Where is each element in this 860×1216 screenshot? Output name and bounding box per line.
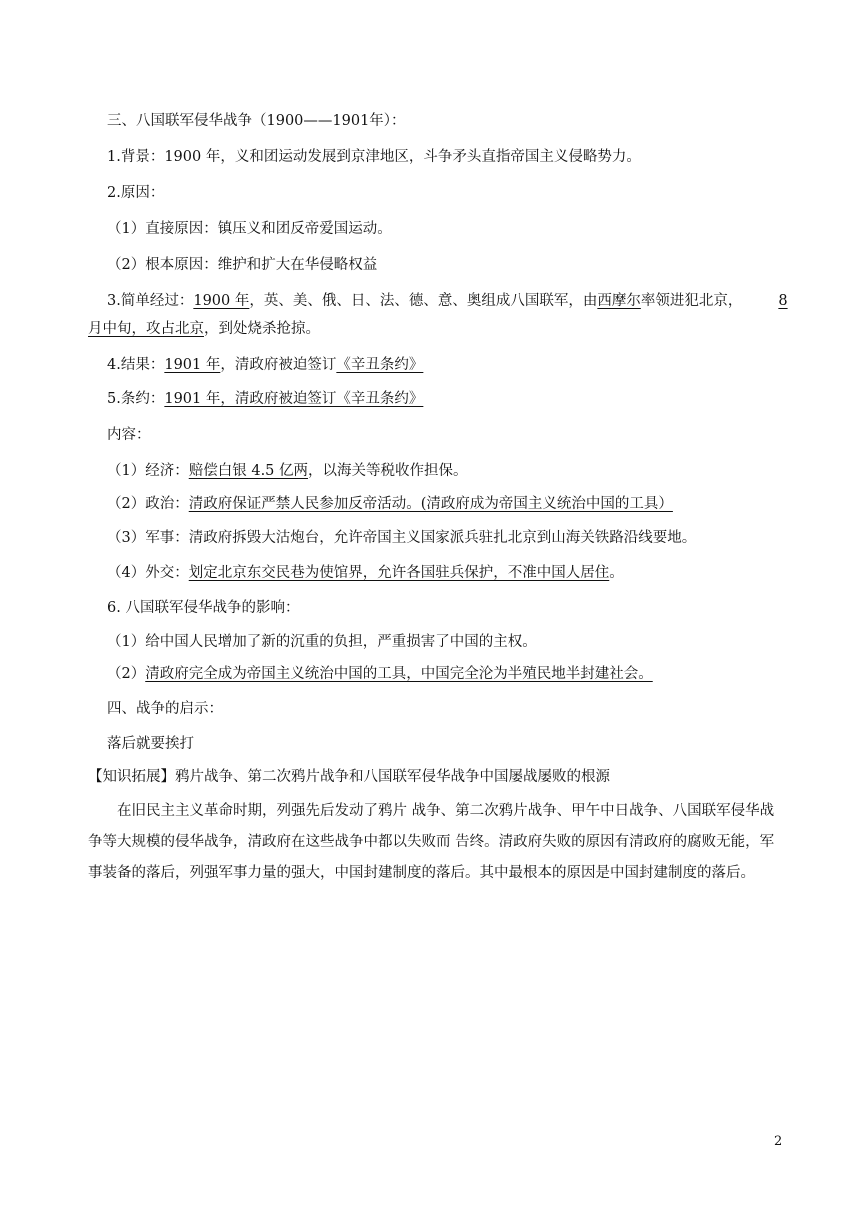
process-capture: 月中旬，攻占北京 xyxy=(88,321,204,337)
process-commander: 西摩尔 xyxy=(597,293,641,309)
section-4-heading: 四、战争的启示： xyxy=(107,701,223,717)
result-text: ，清政府被迫签订 xyxy=(220,357,337,373)
impact-title: 6. 八国联军侵华战争的影响： xyxy=(107,600,300,616)
reason-direct: （1）直接原因：镇压义和团反帝爱国运动。 xyxy=(107,221,392,237)
process-year: 1900 年 xyxy=(193,293,250,309)
diplomacy-label: （4）外交： xyxy=(107,565,189,581)
content-military: （3）军事：清政府拆毁大沽炮台，允许帝国主义国家派兵驻扎北京到山海关铁路沿线要地。 xyxy=(107,530,697,546)
lesson-text: 落后就要挨打 xyxy=(107,736,194,752)
diplomacy-end: 。 xyxy=(609,565,624,581)
process-month: 8 xyxy=(778,293,788,309)
process-text-3: ，到处烧杀抢掠。 xyxy=(204,321,320,337)
impact-2-label: （2） xyxy=(107,666,146,682)
extension-title: 鸦片战争、第二次鸦片战争和八国联军侵华战争中国屡战屡败的根源 xyxy=(175,769,610,785)
section-3-heading: 三、八国联军侵华战争（1900——1901年）： xyxy=(107,113,406,129)
extension-heading xyxy=(88,767,610,787)
reason-title: 2.原因： xyxy=(107,185,165,201)
impact-1: （1）给中国人民增加了新的沉重的负担，严重损害了中国的主权。 xyxy=(107,634,537,650)
diplomacy-text: 划定北京东交民巷为使馆界，允许各国驻兵保护，不准中国人居住 xyxy=(188,565,610,581)
content-economy xyxy=(107,461,468,481)
treaty-label: 5.条约： xyxy=(107,391,165,407)
extension-paragraph: 在旧民主主义革命时期，列强先后发动了鸦片 战争、第二次鸦片战争、甲午中日战争、八国联军侵华战 争等大规模的侵华战争，清政府在这些战争中都以失败而 告终。清政府失败的原因有清政府的腐败无能，军事装备的落后，列强军事力量的强大，中国封建制度的落后。其中最根本的原因是中国封建制度的落后。 xyxy=(88,803,775,881)
result-year: 1901 年 xyxy=(164,357,221,373)
content-title: 内容： xyxy=(107,427,151,443)
process-line-2 xyxy=(88,319,320,339)
result-label: 4.结果： xyxy=(107,357,165,373)
reason-fundamental: （2）根本原因：维护和扩大在华侵略权益 xyxy=(107,257,378,273)
treaty-text: 1901 年，清政府被迫签订《辛丑条约》 xyxy=(164,391,424,407)
economy-label: （1）经济： xyxy=(107,463,189,479)
impact-2-text: 清政府完全成为帝国主义统治中国的工具，中国完全沦为半殖民地半封建社会。 xyxy=(145,666,653,682)
economy-indemnity: 赔偿白银 4.5 亿两 xyxy=(188,463,309,479)
treaty-line xyxy=(107,389,423,409)
politics-label: （2）政治： xyxy=(107,496,189,512)
process-label: 3.简单经过： xyxy=(107,293,194,309)
process-text-2: 率领进犯北京， xyxy=(640,293,743,309)
process-line-1 xyxy=(107,291,788,311)
economy-text: ，以海关等税收作担保。 xyxy=(308,463,468,479)
background-line: 1.背景：1900 年，义和团运动发展到京津地区，斗争矛头直指帝国主义侵略势力。 xyxy=(107,149,641,165)
result-treaty: 《辛丑条约》 xyxy=(336,357,424,373)
politics-text: 清政府保证严禁人民参加反帝活动。(清政府成为帝国主义统治中国的工具） xyxy=(188,496,673,512)
process-text: ，英、美、俄、日、法、德、意、奥组成八国联军，由 xyxy=(249,293,598,309)
extension-tag: 【知识拓展】 xyxy=(88,769,175,785)
content-diplomacy xyxy=(107,563,624,583)
page-number: 2 xyxy=(774,1134,783,1149)
content-politics xyxy=(107,494,673,514)
impact-2 xyxy=(107,664,653,684)
result-line xyxy=(107,355,423,375)
